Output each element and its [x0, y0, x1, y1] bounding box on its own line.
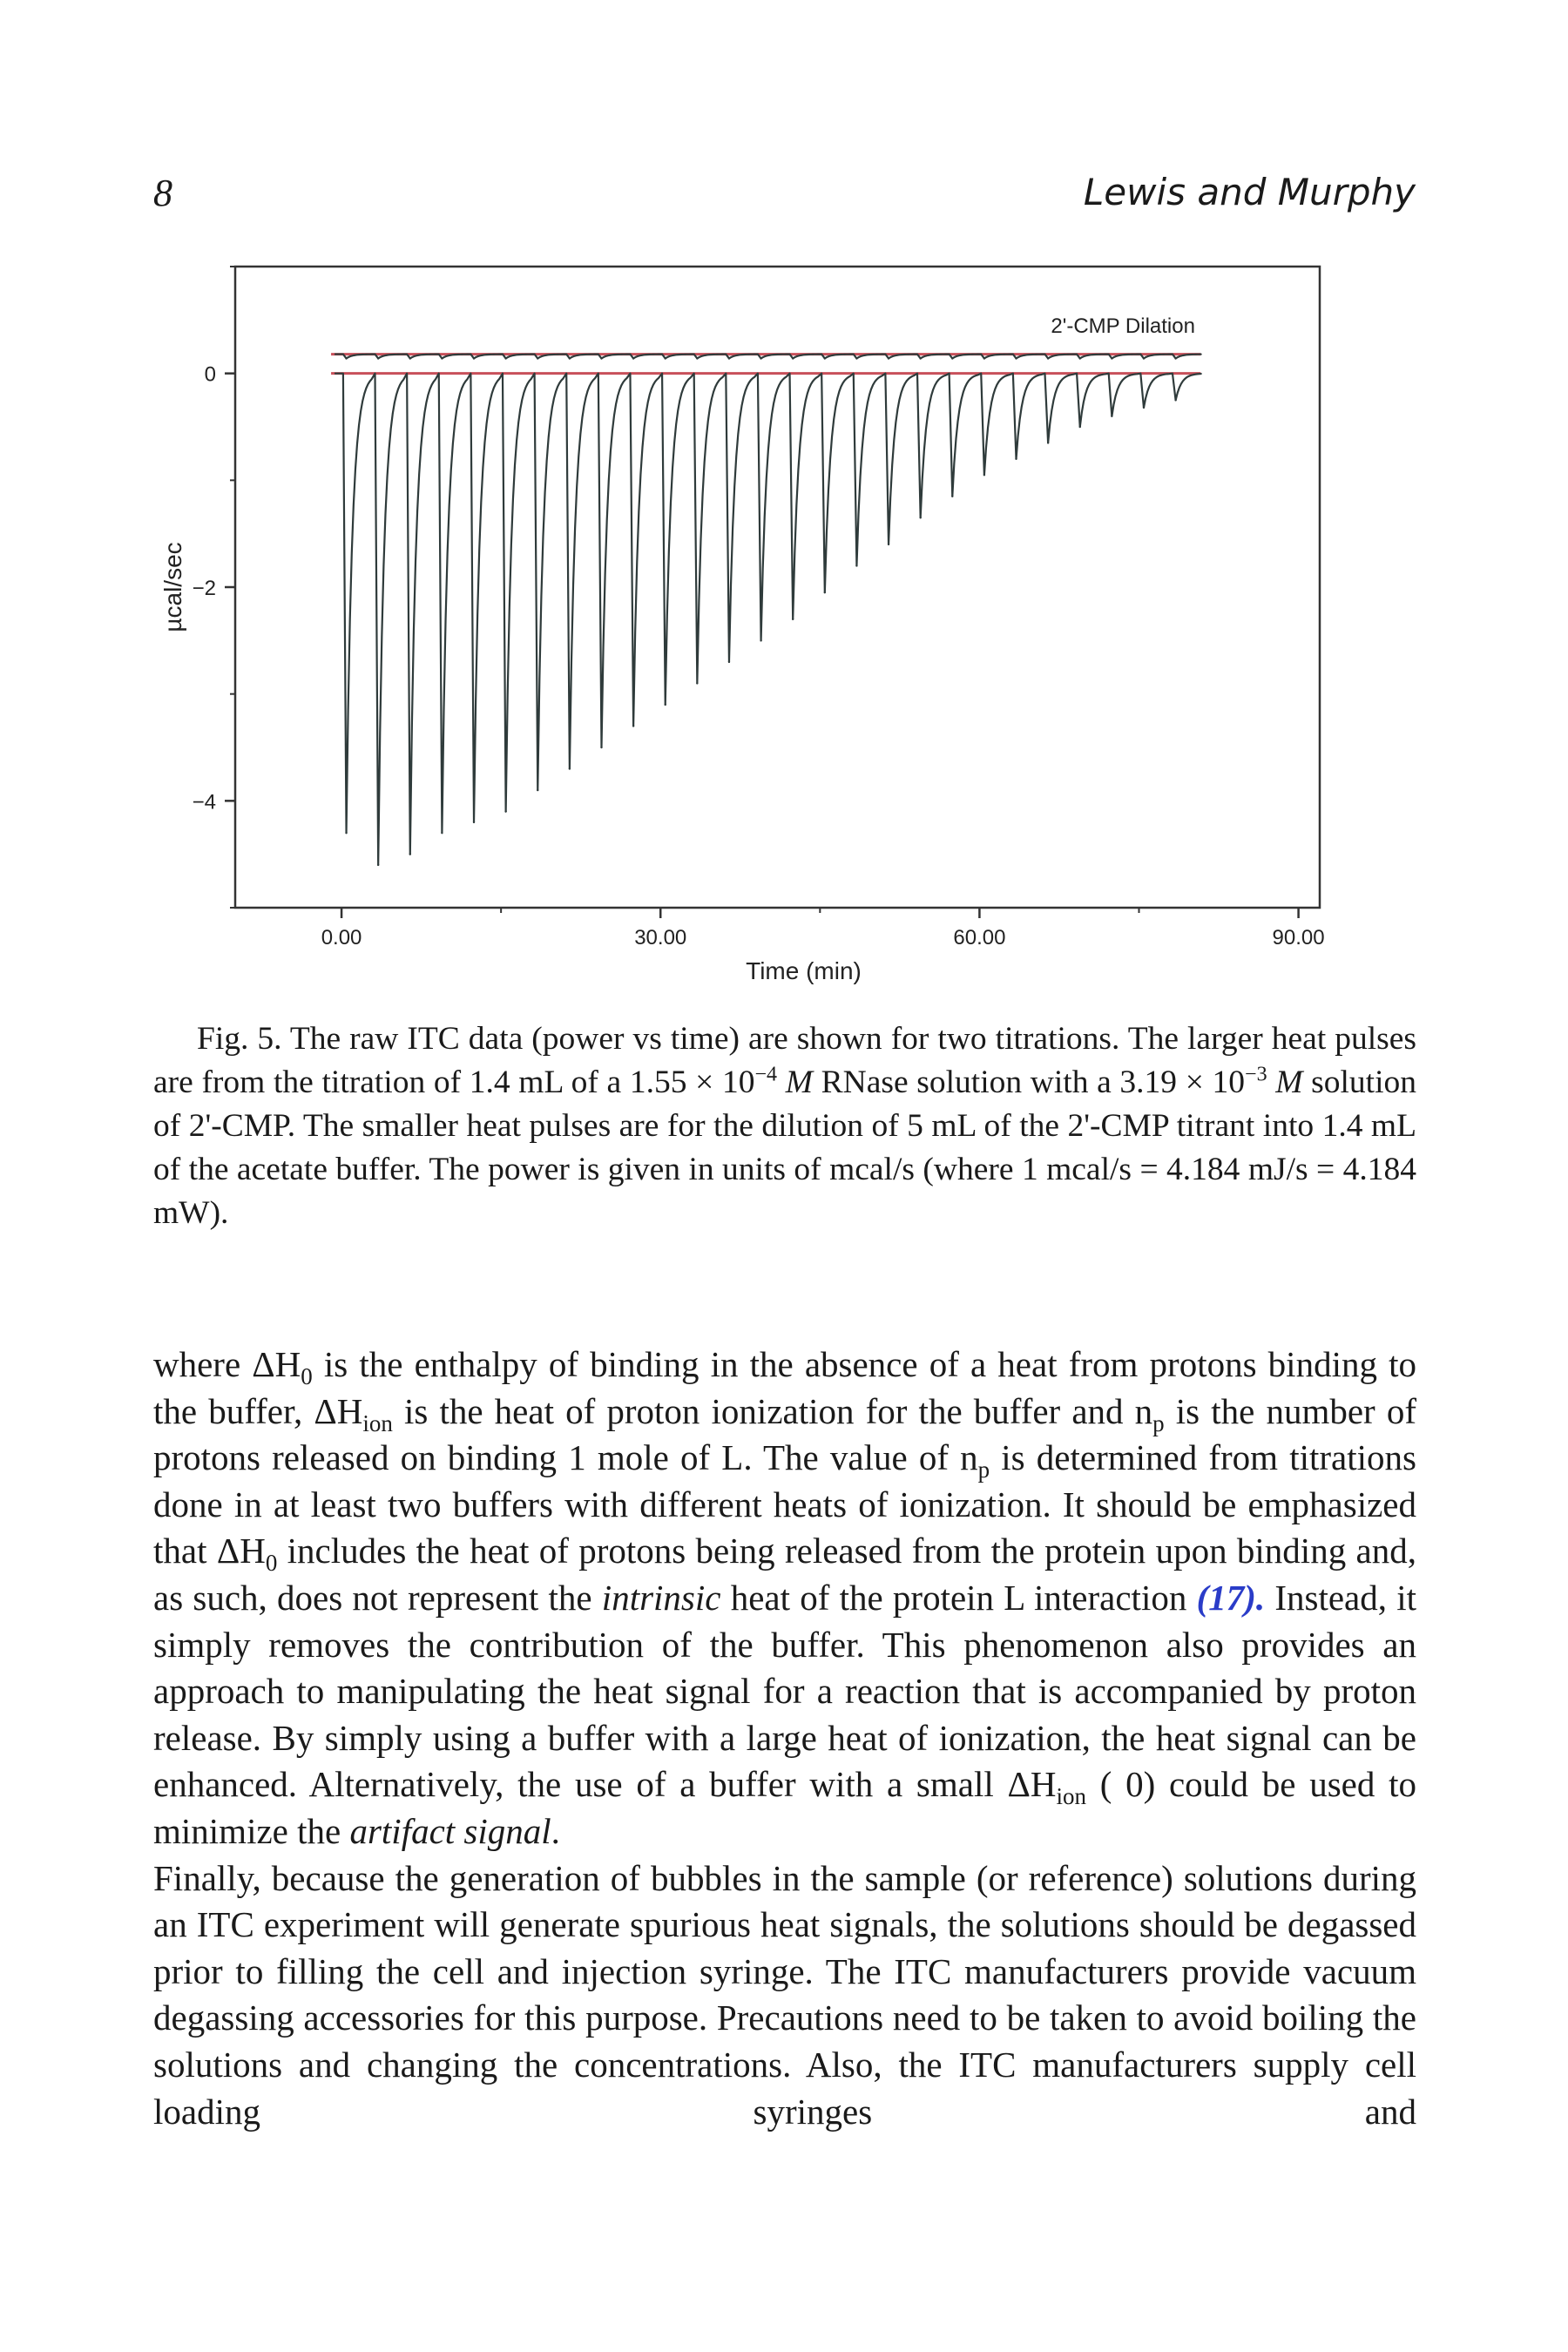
dilution-peak — [983, 357, 985, 359]
titration-peak — [569, 767, 571, 769]
dilution-peak — [824, 357, 826, 359]
titration-peak — [1015, 458, 1017, 460]
titration-peak — [855, 564, 857, 566]
dilution-annotation: 2'-CMP Dilation — [1051, 314, 1195, 339]
y-tick-label: 0 — [204, 362, 216, 387]
dilution-peak — [1079, 357, 1081, 359]
caption-text-3: solution of 2'-CMP. The smaller heat pulses are for the dilution of 5 mL of the 2'-CMP titrant into 1.4 mL of the acetate buffer. The power is given in units of mcal/s (where 1 mcal/s = 4.184 mJ/s = 4.184 mW). — [153, 1064, 1417, 1231]
titration-peak — [919, 517, 921, 518]
titration-peak — [696, 682, 698, 684]
titration-peak — [824, 591, 826, 593]
dilution-peak — [441, 357, 443, 359]
dilution-peak — [1015, 357, 1017, 359]
titration-peak — [600, 747, 602, 748]
dilution-peak — [855, 357, 857, 359]
dilution-peak — [665, 357, 666, 359]
titration-trace — [335, 374, 1201, 865]
body-paragraph-1: where $\Delta H_0$ is the enthalpy of binding in the absence of a heat from protons binding to the buffer, $\Delta H_{ion}$ is the heat of proton ionization for the buffer and $n_p$ is the number of protons released on binding 1 mole of L. The value of $n_p$ is determined from titrations done in at least two buffers with different heats of ionization. It should be emphasized that $\Delta H_0$ includes the heat of protons being released from the protein upon binding and, as such, does not represent the intrinsic heat of the protein L interaction (17). Instead, it simply removes the contribution of the buffer. This phenomenon also provides an approach to manipulating the heat signal for a reaction that is accompanied by proton release. By simply using a buffer with a large heat of ionization, the heat signal can be enhanced. Alternatively, the use of a buffer with a small $\Delta H_{ion}$ ( 0) could be used to minimize the artifact signal. — [153, 1344, 1417, 1851]
titration-peak — [1047, 442, 1049, 443]
caption-text-2: RNase solution with a 3.19 × 10 — [812, 1064, 1246, 1100]
plot-frame — [235, 267, 1320, 908]
dilution-peak — [951, 357, 953, 359]
dilution-peak — [1047, 357, 1049, 359]
dilution-peak — [1143, 357, 1145, 359]
titration-peak — [1174, 399, 1176, 401]
dilution-peak — [504, 357, 506, 359]
titration-peak — [537, 789, 538, 791]
titration-peak — [728, 661, 730, 663]
titration-peak — [1143, 407, 1145, 409]
page-number: 8 — [153, 172, 172, 214]
titration-peak — [345, 832, 347, 834]
caption-molar-2: M — [1275, 1064, 1303, 1100]
dilution-peak — [728, 357, 730, 359]
titration-peak — [888, 544, 889, 545]
x-tick-label: 30.00 — [634, 926, 687, 950]
dilution-peak — [760, 357, 761, 359]
caption-molar-1: M — [785, 1064, 813, 1100]
caption-exponent-2: −3 — [1245, 1063, 1267, 1086]
y-tick-label: −4 — [192, 790, 216, 814]
titration-peak — [983, 474, 985, 476]
titration-peak — [760, 639, 761, 641]
x-tick-label: 60.00 — [953, 926, 1006, 950]
dilution-peak — [537, 357, 538, 359]
dilution-peak — [1111, 357, 1112, 359]
caption-text-1: Fig. 5. The raw ITC data (power vs time) are shown for two titrations. The larger heat pulses are from the titration of 1.4 mL of a 1.55 × 10 — [153, 1021, 1416, 1100]
figure-caption — [153, 1017, 1416, 1235]
itc-chart — [139, 253, 1359, 1002]
running-head: Lewis and Murphy — [1083, 171, 1416, 213]
dilution-peak — [919, 357, 921, 359]
dilution-peak — [377, 357, 379, 359]
x-axis-label: Time (min) — [746, 957, 862, 984]
titration-peak — [1111, 416, 1112, 417]
titration-peak — [632, 725, 634, 727]
dilution-peak — [696, 357, 698, 359]
dilution-peak — [792, 357, 794, 359]
titration-peak — [951, 496, 953, 497]
dilution-peak — [888, 357, 889, 359]
titration-peak — [504, 810, 506, 812]
reference-link-17[interactable]: (17). — [1196, 1577, 1266, 1618]
x-tick-label: 0.00 — [321, 926, 362, 950]
dilution-peak — [600, 357, 602, 359]
dilution-peak — [409, 357, 411, 359]
dilution-peak — [569, 357, 571, 359]
titration-peak — [409, 853, 411, 855]
x-tick-label: 90.00 — [1272, 926, 1325, 950]
dilution-peak — [632, 357, 634, 359]
y-axis-label: µcal/sec — [159, 542, 186, 632]
body-paragraph-2: Finally, because the generation of bubbles in the sample (or reference) solutions during an ITC experiment will generate spurious heat signals, the solutions should be degassed prior to filling the cell and injection syringe. The ITC manufacturers provide vacuum degassing accessories for this purpose. Precautions need to be taken to avoid boiling the solutions and changing the concentrations. Also, the ITC manufacturers supply cell loading syringes and — [153, 1857, 1416, 2132]
titration-peak — [441, 832, 443, 834]
dilution-peak — [473, 357, 475, 359]
y-tick-label: −2 — [192, 577, 216, 600]
body-text — [153, 1342, 1416, 2135]
titration-peak — [1079, 426, 1081, 428]
dilution-peak — [1174, 357, 1176, 359]
titration-peak — [377, 864, 379, 866]
itc-figure — [139, 253, 1359, 1002]
dilution-trace — [335, 355, 1201, 359]
titration-peak — [665, 704, 666, 706]
caption-exponent-1: −4 — [754, 1063, 778, 1086]
titration-peak — [473, 821, 475, 823]
dilution-peak — [345, 357, 347, 359]
titration-peak — [792, 618, 794, 620]
